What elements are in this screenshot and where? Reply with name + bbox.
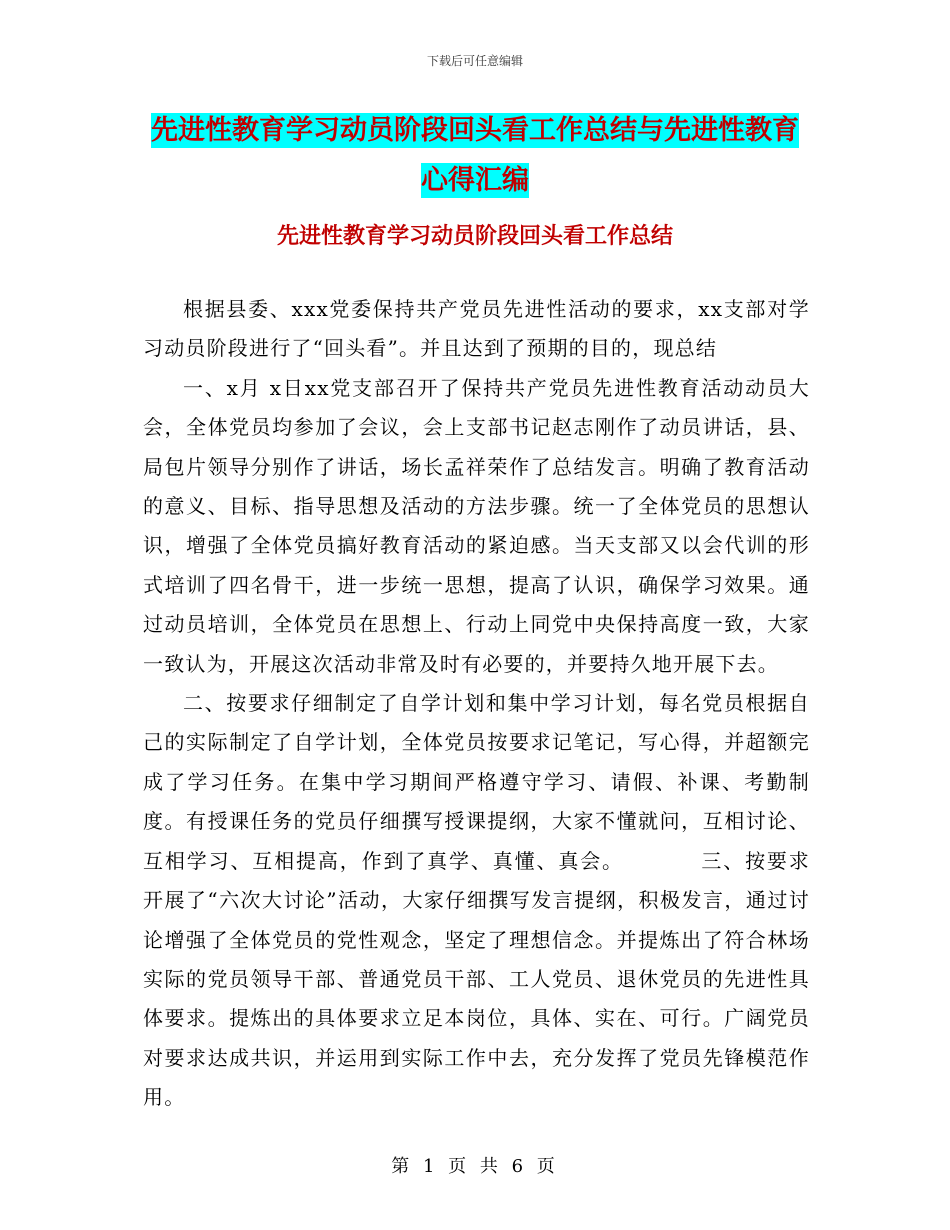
- section-title: 先进性教育学习动员阶段回头看工作总结: [276, 223, 673, 249]
- main-title-text: 先进性教育学习动员阶段回头看工作总结与先进性教育心得汇编: [151, 115, 799, 196]
- paragraph-two-three: 二、按要求仔细制定了自学计划和集中学习计划，每名党员根据自己的实际制定了自学计划，全体党员按要求记笔记，写心得，并超额完成了学习任务。在集中学习期间严格遵守学习、请假、补课、考勤制度。有授课任务的党员仔细撰写授课提纲，大家不懂就问，互相讨论、互相学习、互相提高，作到了真学、真懂、真会。 三、按要求开展了“六次大讨论”活动，大家仔细撰写发言提纲，积极发言，通过讨论增强了全体党员的党性观念，坚定了理想信念。并提炼出了符合林场实际的党员领导干部、普通党员干部、工人党员、退休党员的先进性具体要求。提炼出的具体要求立足本岗位，具体、实在、可行。广阔党员对要求达成共识，并运用到实际工作中去，充分发挥了党员先锋模范作用。: [143, 691, 810, 1110]
- header-note: 下载后可任意编辑: [426, 54, 523, 68]
- page-number: 第 1 页 共 6 页: [391, 1156, 559, 1177]
- paragraph-one: 一、x月 x日xx党支部召开了保持共产党员先进性教育活动动员大会，全体党员均参加了会议，会上支部书记赵志刚作了动员讲话，县、局包片领导分别作了讲话，场长孟祥荣作了总结发言。明确了教育活动的意义、目标、指导思想及活动的方法步骤。统一了全体党员的思想认识，增强了全体党员搞好教育活动的紧迫感。当天支部又以会代训的形式培训了四名骨干，进一步统一思想，提高了认识，确保学习效果。通过动员培训，全体党员在思想上、行动上同党中央保持高度一致，大家一致认为，开展这次活动非常及时有必要的，并要持久地开展下去。: [143, 375, 810, 676]
- document-body: [143, 290, 810, 1118]
- paragraph-intro: 根据县委、xxx党委保持共产党员先进性活动的要求，xx支部对学习动员阶段进行了“回头看”。并且达到了预期的目的，现总结: [143, 297, 810, 361]
- main-title: [150, 106, 800, 206]
